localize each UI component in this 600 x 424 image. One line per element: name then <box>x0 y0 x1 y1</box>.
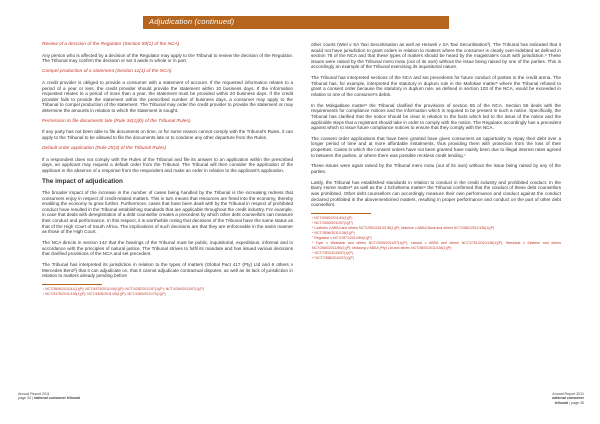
footnotes <box>42 287 293 297</box>
footnotes <box>311 216 561 260</box>
footer-left-report: Annual Report 2011 <box>18 392 50 396</box>
footnote: ¹⁰ NCT/7868/2010/57(1)(P) <box>312 255 355 260</box>
footer-left <box>18 392 80 401</box>
footer-right-page: | page 35 <box>568 400 584 405</box>
paragraph: Any person who is affected by a decision of the Regulator may apply to the Tribunal to review the decision of the Regulator. The Tribunal may confirm the decision or set it aside in whole or in part. <box>42 52 293 64</box>
paragraph: These issues were again raised by the Tribunal mero motu (out of its own) without the issue being raised by any of the parties. <box>311 163 561 175</box>
paragraph: A credit provider is obliged to provide a consumer with a statement of account. If the requested information relates to a period of a year or less, the credit provider should provide the statement within 10 business days. If the information requested relates to a period of more than a year, the statement must be provided within 20 business days. If the credit provider fails to provide the statement within the prescribed number of business days, a consumer may apply to the Tribunal to compel production of the statement. The Tribunal may order the credit provider to provide the statement or may determine the amounts in relation to which the statement is sought. <box>42 79 293 113</box>
paragraph: In the Mokgatlane matter⁶ the Tribunal clarified the provisions of section 55 of the NCA. Section 55 deals with the requirements for compliance notices and the information which is required to be present in such a notice. Specifically, the Tribunal has clarified that the notice should be clear in relation to the facts which led to the issue of the notice and the applicable steps that a registrant should take in order to comply with the notice. The Regulator accordingly has a precedent against which to issue future compliance notices to ensure that they comply with the NCA. <box>311 102 561 131</box>
footnote: ⁸ Dyer v Wesbank and others NCT/3009/2011/57(1)(P); Lamola v ABSA and others NCT/2751/2010/136(1)(P); Wesbank v Eksteen and others NCT/2680/2011/56(1)(P); Motaung v ABSA (Pty) Ltd and others NCT/3600/2011/136(1)(P) <box>312 240 561 250</box>
paragraph: other courts (Wiel v SA Taxi Securitisation as well as Herweli v SA Taxi Securitisation³). The Tribunal has indicated that it would not have jurisdiction to grant orders in relation to matters where the consumer is clearly over-indebted as defined in section 78 of the NCA and that these types of matters should be heard by the magistrate's court with jurisdiction.⁴ These issues were raised by the Tribunal mero motu (out of its own) without the issue being raised by one of the parties. This is accordingly an example of the Tribunal exercising its inquisitorial nature. <box>311 42 561 70</box>
footnote: ⁴ NCT/3490/2011/57(1)(P) <box>312 221 353 226</box>
section-banner <box>143 16 449 29</box>
paragraph: The consent order applications that have been granted have given consumers an opportunity to repay their debt over a longer period of time and at more affordable instalments, thus providing them with protection from the loss of their properties. Cases in which the consent orders have not been granted have mainly been due to illegal interest rates agreed to between the parties, or where there was possible reckless credit lending.⁷ <box>311 135 561 158</box>
paragraph: Lastly, the Tribunal has established standards in relation to conduct in the credit industry and prohibited conduct. In the Barry Horne matter⁸ as well as the J Scheltema matter⁹ the Tribunal confirmed that the conduct of these debt counsellors was prohibited. Other debt counsellors can accordingly measure their own performance and conduct against the conduct declared prohibited in the abovementioned matters, resulting in proper performance and conduct on the part of other debt counsellors. <box>311 179 561 208</box>
subheading: Compel production of a statement (Section 11(1) of the NCA) <box>42 69 172 75</box>
right-column <box>311 42 561 261</box>
footer-right <box>540 392 584 405</box>
footer-right-report: Annual Report 2011 <box>552 392 584 396</box>
top-bar <box>0 0 600 14</box>
paragraph: The NCA directs in section 142 that the hearings of the Tribunal must be public, inquisitorial, expeditious, informal and in accordance with the principles of natural justice. The Tribunal strives to fulfil its mandate and has issued various decisions that clarified provisions of the NCA and set precedent. <box>42 239 293 257</box>
footer-right-org: national consumer tribunal <box>552 396 584 405</box>
paragraph: If any party has not been able to file documents on time, or for some reason cannot comply with the Tribunal's Rules, it can apply to the Tribunal to be allowed to file the documents late or to condone any other departure from the Rules. <box>42 129 293 141</box>
page-title: Adjudication (continued) <box>149 17 235 26</box>
footer-left-org: national consumer tribunal <box>33 396 81 401</box>
footnote: ² NCT/3475/2011/136(1)(P); NCT/4305/2011/49(1)(P); NCT/4399/2011/75(1)(P) <box>43 292 166 297</box>
footnote: ⁹ NCT/7502/2010/57(1)(P) <box>312 250 353 255</box>
paragraph: The Tribunal has interpreted sections of the NCA and set precedents for future conduct of parties in the credit arena. The Tribunal has, for example, interpreted the statutory in duplum rule in the Mafokae matter⁵ where the Tribunal refused to grant a consent order because the statutory in duplum rule, as defined in section 103 of the NCA, would be exceeded in relation to one of the consumer's debts. <box>311 75 561 97</box>
footnote: ⁷ Regulator v NCT/2671/2010/50(1)(P) <box>312 235 372 240</box>
footnote: ⁶ NCT/3596/2011/136(1)(P) <box>312 231 355 236</box>
paragraph: The Tribunal has interpreted its jurisdiction in relation to the types of matters (Global Pact 417 (Pty) Ltd and 6 others v Mercedes Benz²) that it can adjudicate on, that it cannot adjudicate contractual disputes, as well as its lack of jurisdiction in relation to matters already pending before <box>42 261 293 279</box>
footer-left-page: page 34 | <box>18 396 34 401</box>
left-column <box>42 42 293 297</box>
paragraph: If a respondent does not comply with the Rules of the Tribunal and file its answer to an application within the prescribed days, an applicant may request a default order from the Tribunal. The Tribunal will then consider the application of the applicant in the absence of a response from the respondent and make an order in relation to the applicant's application. <box>42 156 293 173</box>
subheading: Review of a decision of the Regulator (Section 59(1) of the NCA) <box>42 42 180 47</box>
footnote: ³ NCT/3060/2011/49(1)(P) <box>312 216 353 221</box>
footnote: ⁵ Lodheim v ABSA and others NCT/2951/2010/136(1)(P); Makhoe v ABSA Bank and others NCT/2882/2011/136(1)(P) <box>312 226 495 231</box>
footnote: ¹ NCT/3606/2011/41(1)(P); NCT/4573/2011/49(1)(P); NCT/4282/2011/57(1)(P); NCT/4390/2011/67(1)(P) <box>43 287 205 292</box>
subheading: Default order application (Rule 25(3) of the Tribunal Rules) <box>42 145 167 151</box>
subheading: Permission to file documents late (Rule 34(1)(b) of the Tribunal Rules) <box>42 118 191 124</box>
section-heading: The impact of adjudication <box>42 178 123 186</box>
paragraph: The broader impact of the increase in the number of cases being handled by the Tribunal is the increasing redress that consumers enjoy in respect of credit-related matters. This in turn means that resources are freed into the economy, thereby enabling the economy to grow further. Furthermore, cases that have been dealt with by the Tribunal in respect of prohibited conduct have resulted in the Tribunal establishing standards that are applicable throughout the credit industry. For example, in case that deals with deregistration of a debt counsellor creates a precedent by which other debt counsellors can measure their conduct and performance. In this respect, it is worthwhile noting that decisions of the Tribunal have the same status as that of the High Court of South Africa. The implications of such decisions are that they are enforceable in the same manner as those of the High Court. <box>42 190 294 235</box>
